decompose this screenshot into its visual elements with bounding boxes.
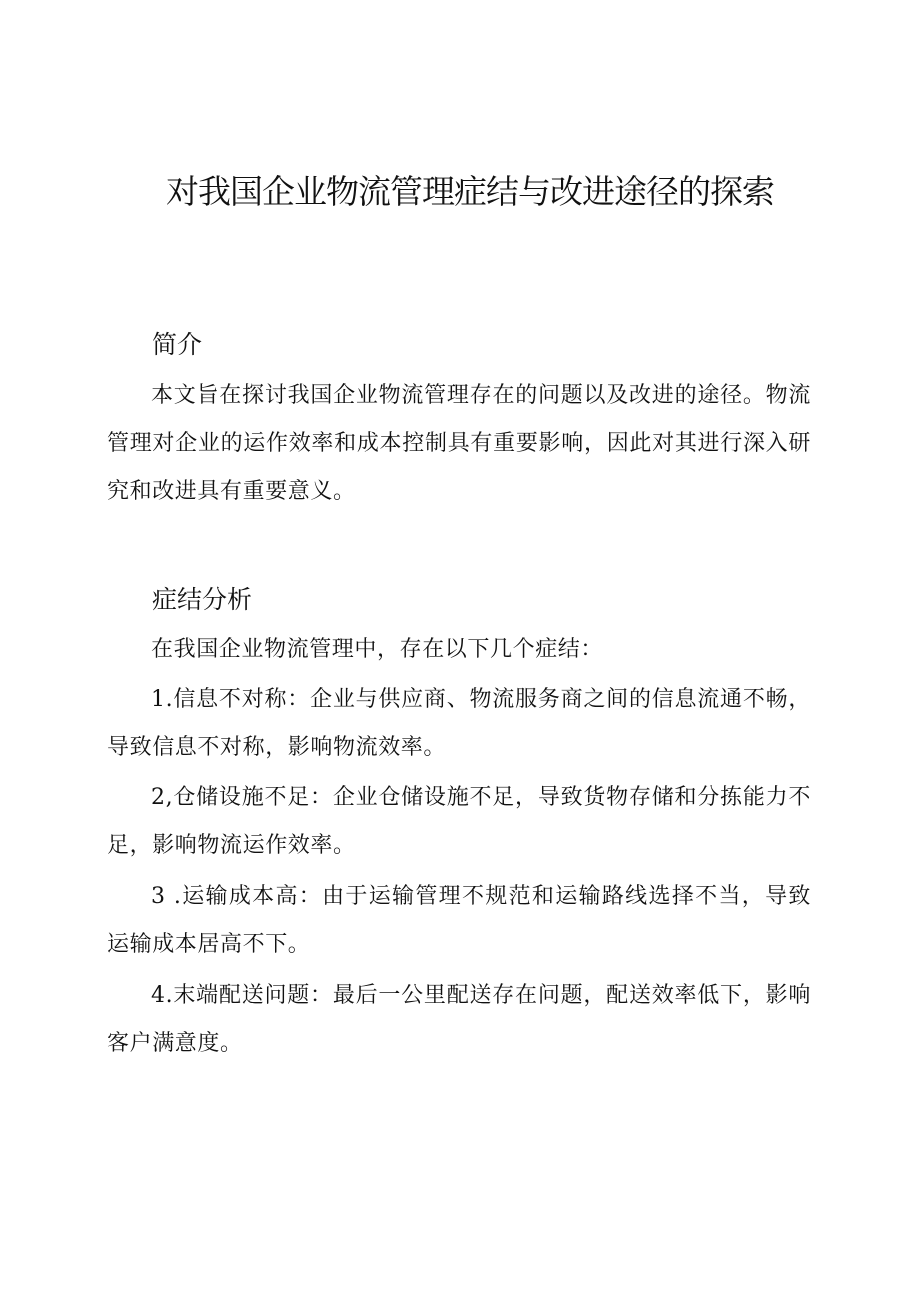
intro-paragraph: 本文旨在探讨我国企业物流管理存在的问题以及改进的途径。物流管理对企业的运作效率和成本控制具有重要影响，因此对其进行深入研究和改进具有重要意义。 xyxy=(107,383,811,504)
analysis-item-2: 2,仓储设施不足：企业仓储设施不足，导致货物存储和分拣能力不足，影响物流运作效率。 xyxy=(107,785,811,858)
analysis-item-1: 1.信息不对称：企业与供应商、物流服务商之间的信息流通不畅，导致信息不对称，影响物流效率。 xyxy=(107,687,811,760)
section-heading-analysis: 症结分析 xyxy=(152,585,253,614)
document-title: 对我国企业物流管理症结与改进途径的探索 xyxy=(166,172,774,211)
section-heading-intro: 简介 xyxy=(152,330,203,359)
analysis-intro-paragraph: 在我国企业物流管理中，存在以下几个症结： xyxy=(151,637,604,662)
analysis-item-4: 4.末端配送问题：最后一公里配送存在问题，配送效率低下，影响客户满意度。 xyxy=(107,983,811,1056)
analysis-item-3: 3 .运输成本高：由于运输管理不规范和运输路线选择不当，导致运输成本居高不下。 xyxy=(107,884,811,957)
